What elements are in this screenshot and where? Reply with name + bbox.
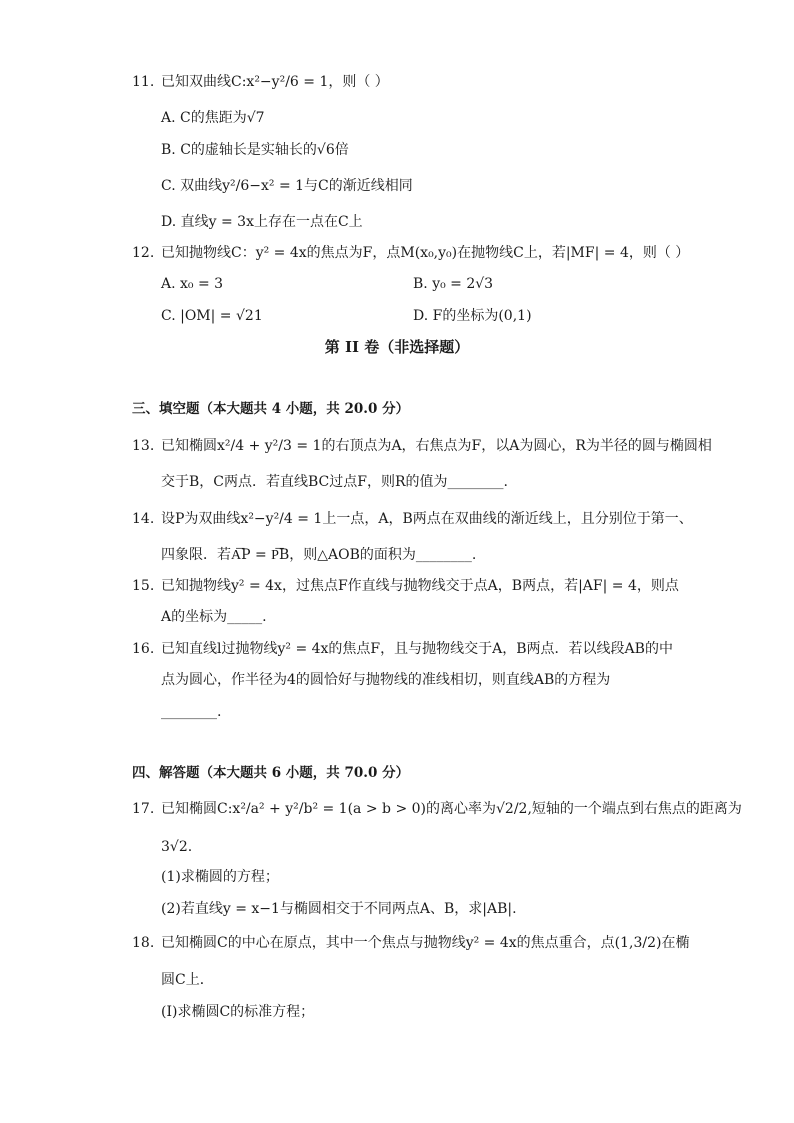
question-stem: 已知双曲线C:x²−y²/6 = 1，则（ ） [161, 74, 389, 90]
question-line: 已知直线l过抛物线y² = 4x的焦点F，且与抛物线交于A，B两点．若以线段AB的中 [161, 641, 673, 657]
question-number: 16. [132, 641, 155, 657]
question-number: 15. [132, 578, 155, 594]
question-part: (2)若直线y = x−1与椭圆相交于不同两点A、B，求|AB|. [161, 901, 517, 917]
question-number: 13. [132, 438, 155, 454]
option-b: B. y₀ = 2√3 [413, 276, 494, 292]
question-number: 14. [132, 511, 155, 527]
question-line: 圆C上． [161, 972, 214, 988]
option-a: A. C的焦距为√7 [161, 110, 265, 126]
question-line: 已知椭圆C的中心在原点，其中一个焦点与抛物线y² = 4x的焦点重合，点(1,3/2)在椭 [161, 935, 690, 951]
question-line: 四象限．若A͞P = P͞B，则△AOB的面积为________. [161, 547, 477, 563]
question-stem: 已知抛物线C：y² = 4x的焦点为F，点M(x₀,y₀)在抛物线C上，若|MF| = 4，则（ ） [161, 245, 690, 261]
question-number: 12. [132, 245, 155, 261]
question-line: A的坐标为_____. [161, 609, 267, 625]
option-d: D. 直线y = 3x上存在一点在C上 [161, 214, 363, 230]
question-line: 点为圆心，作半径为4的圆恰好与抛物线的准线相切，则直线AB的方程为 [161, 672, 611, 688]
option-a: A. x₀ = 3 [161, 276, 224, 292]
question-line: 设P为双曲线x²−y²/4 = 1上一点，A，B两点在双曲线的渐近线上，且分别位于第一、 [161, 511, 693, 527]
option-b: B. C的虚轴长是实轴长的√6倍 [161, 142, 349, 158]
question-part: (1)求椭圆的方程； [161, 869, 279, 885]
question-line: 已知椭圆C:x²/a² + y²/b² = 1(a > b > 0)的离心率为√2/2,短轴的一个端点到右焦点的距离为 [161, 801, 742, 817]
option-c: C. 双曲线y²/6−x² = 1与C的渐近线相同 [161, 178, 413, 194]
question-number: 18. [132, 935, 155, 951]
section-title: 三、填空题（本大题共 4 小题，共 20.0 分） [132, 401, 410, 417]
question-line: 3√2. [161, 839, 193, 855]
question-line: 交于B，C两点．若直线BC过点F，则R的值为________. [161, 474, 508, 490]
question-line: 已知椭圆x²/4 + y²/3 = 1的右顶点为A，右焦点为F，以A为圆心，R为半径的圆与椭圆相 [161, 438, 712, 454]
option-c: C. |OM| = √21 [161, 308, 263, 324]
section-title: 四、解答题（本大题共 6 小题，共 70.0 分） [132, 765, 410, 781]
question-line: ________. [161, 704, 222, 720]
question-part: (Ⅰ)求椭圆C的标准方程； [161, 1004, 315, 1020]
option-d: D. F的坐标为(0,1) [413, 308, 532, 324]
part-title: 第 II 卷（非选择题） [324, 338, 470, 356]
question-number: 17. [132, 801, 155, 817]
question-line: 已知抛物线y² = 4x，过焦点F作直线与抛物线交于点A，B两点，若|AF| = 4，则点 [161, 578, 679, 594]
question-number: 11. [132, 74, 155, 90]
